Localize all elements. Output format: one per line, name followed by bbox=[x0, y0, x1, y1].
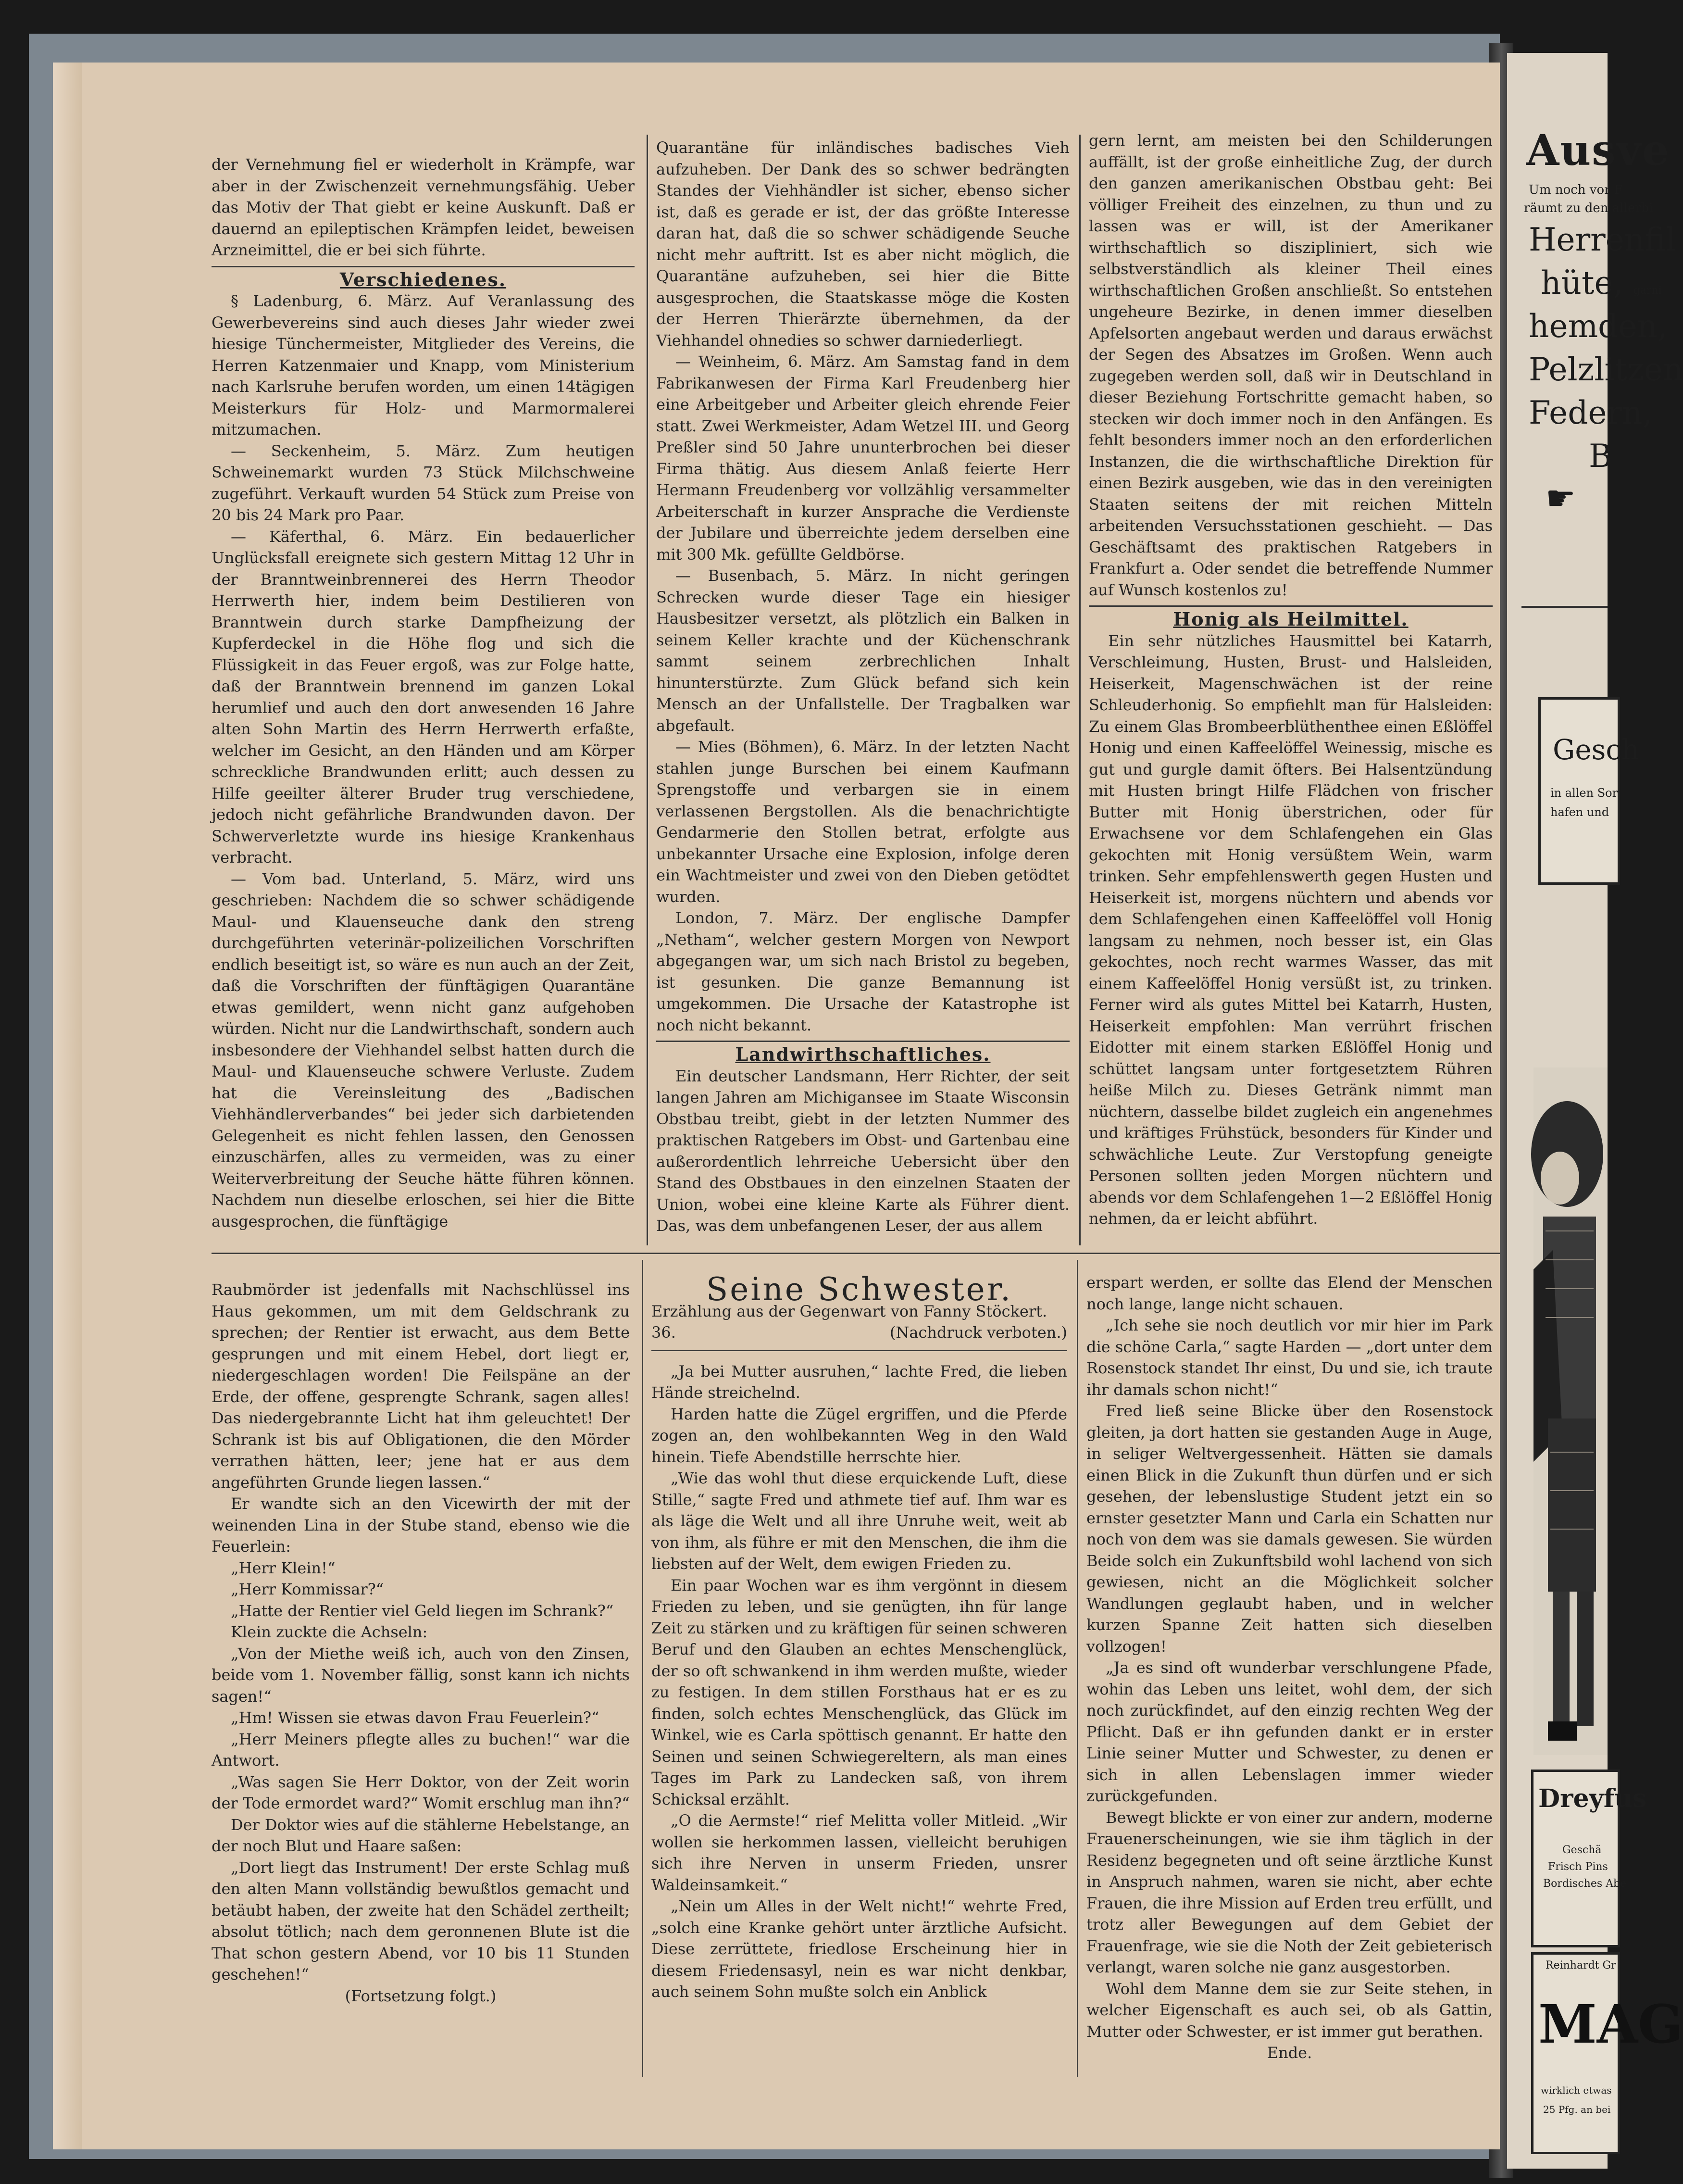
heading-rule bbox=[656, 1041, 1070, 1042]
ad-box-line: Reinhardt Gr bbox=[1546, 1959, 1616, 1971]
section-heading-landwirthschaftliches: Landwirthschaftliches. bbox=[735, 1043, 991, 1065]
news-item: — Weinheim, 6. März. Am Samstag fand in dem Fabrikanwesen der Firma Karl Freudenberg hier eine Arbeitgeber und Arbeiter gleich ehrende Feier statt. Zwei Werkmeister, Adam Wetzel III. und Georg Preßler sind 50 Jahre ununterbrochen bei dieser Firma thätig. Aus diesem Anlaß feierte Herr Hermann Freudenberg vor vollzählig versammelter Arbeiterschaft in kurzer Ansprache die Verdienste der Jubilare und überreichte jedem derselben eine mit 300 Mk. gefüllte Geldbörse. bbox=[656, 352, 1070, 564]
ad-box-dreyfus bbox=[1531, 1770, 1647, 1947]
story-paragraph: Wohl dem Manne dem sie zur Seite stehen, in welcher Eigenschaft es auch sei, ob als Gattin, Mutter oder Schwester, er ist immer gut berathen. bbox=[1086, 1979, 1493, 2041]
ad-item: Pelzlitzen bbox=[1529, 351, 1683, 388]
story-paragraph: „Ja es sind oft wunderbar verschlungene Pfade, wohin das Leben uns leitet, wohl dem, der sich noch zurückfindet, auf den einzig rechten Weg der Pflicht. Daß er ihn gefunden dankt er in erster Linie seiner Mutter und Schwester, zu denen er sich in allen Lebenslagen immer wieder zurückgefunden. bbox=[1086, 1658, 1493, 1805]
news-item: § Ladenburg, 6. März. Auf Veranlassung des Gewerbevereins sind auch dieses Jahr wieder zwei hiesige Tünchermeister, Mitglieder des Vereins, die Herren Katzenmaier und Knapp, vom Ministerium nach Karlsruhe berufen worden, um einen 14tägigen Meisterkurs für Holz- und Marmormalerei mitzumachen. bbox=[212, 292, 635, 439]
story-paragraph: erspart werden, er sollte das Elend der Menschen noch lange, lange nicht schauen. bbox=[1086, 1273, 1493, 1313]
story-paragraph: „Herr Kommissar?“ bbox=[231, 1580, 384, 1598]
section-heading-honig: Honig als Heilmittel. bbox=[1173, 608, 1409, 630]
story-paragraph: Er wandte sich an den Vicewirth der mit der weinenden Lina in der Stube stand, ebenso wie die Feuerlein: bbox=[212, 1494, 630, 1556]
ad-item bbox=[1541, 264, 1661, 301]
article-column-3 bbox=[1089, 130, 1493, 1230]
ad-line: Um noch vor F bbox=[1529, 183, 1623, 197]
ad-box-line: Frisch Pins bbox=[1548, 1861, 1608, 1873]
news-item: Ein deutscher Landsmann, Herr Richter, der seit langen Jahren am Michigansee im Staate Wisconsin Obstbau treibt, giebt in der letzten Nummer des praktischen Ratgebers im Obst- und Gartenbau eine außerordentlich lehrreiche Uebersicht über den Stand des Obstbaues in den einzelnen Staaten der Union, wobei eine kleine Karte als Führer dient. Das, was dem unbefangenen Leser, der aus allem bbox=[656, 1067, 1070, 1235]
ad-item: Herrenfil bbox=[1529, 221, 1676, 258]
ad-box-mag bbox=[1531, 1952, 1683, 2154]
story-paragraph: „O die Aermste!“ rief Melitta voller Mitleid. „Wir wollen sie herkommen lassen, vielleicht beruhigen sich ihre Nerven in unserm Frieden, unsrer Waldeinsamkeit.“ bbox=[651, 1811, 1067, 1894]
news-item: — Seckenheim, 5. März. Zum heutigen Schweinemarkt wurden 73 Stück Milchschweine zugeführt. Verkauft wurden 54 Stück zum Preise von 20 bis 24 Mark pro Paar. bbox=[212, 441, 635, 524]
ad-divider bbox=[1521, 606, 1608, 608]
column-rule bbox=[1079, 135, 1081, 1245]
ad-headline: Ausve bbox=[1526, 125, 1670, 175]
story-paragraph: „Dort liegt das Instrument! Der erste Schlag muß den alten Mann vollständig bewußtlos gemacht und betäubt haben, der zweite hat den Schädel zertheilt; absolut tötlich; nach dem geronnenen Blute ist die That schon gestern Abend, vor 10 bis 11 Stunden geschehen!“ bbox=[212, 1858, 630, 1983]
story-paragraph: Raubmörder ist jedenfalls mit Nachschlüssel ins Haus gekommen, um mit dem Geldschrank zu sprechen; der Rentier ist erwacht, aus dem Bette gesprungen und mit einem Hebel, dort liegt er, niedergeschlagen worden! Die Feilspäne an der Erde, der offene, gesprengte Schrank, sagen alles! Das niedergebrannte Licht hat ihm geleuchtet! Der Schrank ist bis auf Obligationen, die den Mörder verrathen hätten, leer; jene hat er aus dem angeführten Grunde liegen lassen.“ bbox=[212, 1280, 630, 1492]
column-rule bbox=[642, 1260, 643, 2077]
article-column-2 bbox=[656, 137, 1070, 1237]
section-rule bbox=[212, 1253, 1500, 1254]
heading-rule bbox=[1089, 605, 1493, 607]
news-item: — Vom bad. Unterland, 5. März, wird uns geschrieben: Nachdem die so schwer schädigende Maul- und Klauenseuche dank den streng durchgeführten veterinär-polizeilichen Vorschriften endlich beseitigt ist, so wäre es nun auch an der Zeit, daß die Vorschriften der fünftägigen Quarantäne etwas gemildert, wenn nicht ganz aufgehoben würden. Nicht nur die Landwirthschaft, sondern auch insbesondere der Viehhandel selbst hatten durch die Maul- und Klauenseuche schwere Verluste. Zudem hat die Vereinsleitung des „Badischen Viehhändlerverbandes“ bei jeder sich darbietenden Gelegenheit es nicht fehlen lassen, den Genossen einzuschärfen, alles zu vermeiden, was zu einer Weiterverbreitung der Seuche hätte führen können. Nachdem nun dieselbe erloschen, sei hier die Bitte ausgesprochen, die fünftägige bbox=[212, 869, 635, 1230]
ad-box-title: Dreyfus bbox=[1538, 1784, 1647, 1813]
story-rule bbox=[651, 1350, 1067, 1351]
article-paragraph: Quarantäne für inländisches badisches Vieh aufzuheben. Der Dank des so schwer bedrängten Standes der Viehhändler ist sicher, ebenso sicher ist, daß es gerade er ist, der das größte Interesse daran hat, daß die so schwer schädigende Seuche nicht mehr auftritt. Ist es aber nicht möglich, die Quarantäne aufzuheben, sei hier die Bitte ausgesprochen, die Staatskasse möge die Kosten der Herren Thierärzte übernehmen, da der Viehhandel ohnedies so schwer darniederliegt. bbox=[656, 138, 1070, 350]
story-paragraph: Ein paar Wochen war es ihm vergönnt in diesem Frieden zu leben, und sie genügten, ihn für lange Zeit zu stärken und zu kräftigen für seinen schweren Beruf und den Glauben an echtes Menschenglück, der so oft schwankend in ihm werden mußte, wieder zu festigen. In dem stillen Forsthaus hat er es zu finden, solch echtes Menschenglück, das Glück im Winkel, wie es Carla spöttisch genannt. Er hatte den Seinen und seinen Schwiegereltern, als man eines Tages im Park zu Landecken saß, von ihrem Schicksal erzählt. bbox=[651, 1576, 1067, 1808]
story-paragraph: Klein zuckte die Achseln: bbox=[231, 1623, 428, 1641]
ad-box-line: 25 Pfg. an bei bbox=[1543, 2104, 1611, 2115]
news-item: — Busenbach, 5. März. In nicht geringen Schrecken wurde dieser Tage ein hiesiger Hausbesitzer versetzt, als plötzlich ein Balken in seinem Keller krachte und der Küchenschrank sammt seinem zerbrechlichen Inhalt hinunterstürzte. Zum Glück befand sich kein Mensch an der Unfallstelle. Der Tragbalken war abgefault. bbox=[656, 566, 1070, 735]
article-column-1 bbox=[212, 154, 635, 1232]
story-paragraph: Harden hatte die Zügel ergriffen, und die Pferde zogen an, den wohlbekannten Weg in den Wald hinein. Tiefe Abendstille herrschte hier. bbox=[651, 1405, 1067, 1466]
story-paragraph: „Herr Meiners pflegte alles zu buchen!“ war die Antwort. bbox=[212, 1730, 630, 1770]
story-paragraph: „Hatte der Rentier viel Geld liegen im Schrank?“ bbox=[231, 1601, 614, 1620]
ad-item-word: hüte, bbox=[1541, 264, 1623, 301]
heading-rule bbox=[212, 266, 635, 267]
reprint-notice: (Nachdruck verboten.) bbox=[889, 1323, 1067, 1342]
story-paragraph: „Nein um Alles in der Welt nicht!“ wehrte Fred, „solch eine Kranke gehört unter ärztliche Aufsicht. Diese zerrüttete, friedlose Erscheinung hier in diesem Friedensasyl, nein es war nicht denkbar, auch seinem Sohn mußte solch ein Anblick bbox=[651, 1897, 1067, 2001]
story-paragraph: „Herr Klein!“ bbox=[231, 1558, 336, 1577]
ad-item: hemden, bbox=[1529, 308, 1668, 345]
pointing-hand-icon: ☛ bbox=[1546, 478, 1576, 518]
story-paragraph: „Ja bei Mutter ausruhen,“ lachte Fred, die lieben Hände streichelnd. bbox=[651, 1362, 1067, 1402]
ad-box-line: hafen und bbox=[1550, 805, 1609, 819]
story-paragraph: „Von der Miethe weiß ich, auch von den Zinsen, beide vom 1. November fällig, sonst kann ich nichts sagen!“ bbox=[212, 1644, 630, 1706]
ad-box-line: in allen Sor bbox=[1550, 786, 1618, 800]
story-column-2 bbox=[651, 1271, 1067, 2003]
story-subtitle: Erzählung aus der Gegenwart von Fanny Stöckert. bbox=[651, 1302, 1047, 1320]
story-meta bbox=[651, 1322, 1067, 1343]
page-edge bbox=[53, 63, 82, 2149]
ad-item-small: garni bbox=[1633, 285, 1662, 297]
story-paragraph: Fred ließ seine Blicke über den Rosenstock gleiten, ja dort hatten sie gestanden Auge in Auge, in seliger Weltvergessenheit. Hätten sie damals einen Blick in die Zukunft thun dürfen und er sich gesehen, der lebenslustige Student jetzt ein so ernster gesetzter Mann und Carla ein Schatten nur noch von dem was sie damals gewesen. Sie würden Beide solch ein Zukunftsbild wohl lachend von sich gewiesen, nicht an die Möglichkeit solcher Wandlungen geglaubt haben, und in welcher kurzen Spanne Zeit hatten sich dieselben vollzogen! bbox=[1086, 1402, 1493, 1656]
news-item: — Käferthal, 6. März. Ein bedauerlicher Unglücksfall ereignete sich gestern Mittag 12 Uhr in der Branntweinbrennerei des Herrn Theodor Herrwerth hier, indem beim Destilieren von Branntwein durch starke Dampfheizung der Kupferdeckel in die Höhe flog und sich die Flüssigkeit in das Feuer ergoß, was zur Folge hatte, daß der Branntwein brennend im ganzen Lokal herumlief und auch den dort anwesenden 16 Jahre alten Sohn Martin des Herrn Herrwerth erfaßte, welcher im Gesicht, an den Händen und am Körper schreckliche Brandwunden erlitt; auch dessen zu Hilfe geeilter älterer Bruder trug verschiedene, jedoch nicht gefährliche Brandwunden davon. Der Schwerverletzte wurde ins hiesige Krankenhaus verbracht. bbox=[212, 527, 635, 866]
installment-number: 36. bbox=[651, 1323, 676, 1342]
article-paragraph: der Vernehmung fiel er wiederholt in Krämpfe, war aber in der Zwischenzeit vernehmungsfähig. Ueber das Motiv der That giebt er keine Auskunft. Daß er dauernd an epileptischen Krämpfen leidet, beweisen Arzneimittel, die er bei sich führte. bbox=[212, 155, 635, 259]
ad-box-line: wirklich etwas bbox=[1541, 2084, 1612, 2096]
continuation-note: (Fortsetzung folgt.) bbox=[345, 1986, 497, 2005]
story-title: Seine Schwester. bbox=[706, 1271, 1012, 1308]
engraved-figure-illustration bbox=[1533, 1067, 1608, 1755]
news-item: London, 7. März. Der englische Dampfer „Netham“, welcher gestern Morgen von Newport abgegangen war, um sich nach Bristol zu begeben, ist gesunken. Die ganze Bemannung ist umgekommen. Die Ursache der Katastrophe ist noch nicht bekannt. bbox=[656, 909, 1070, 1034]
story-paragraph: „Hm! Wissen sie etwas davon Frau Feuerlein?“ bbox=[231, 1708, 599, 1727]
column-rule bbox=[1077, 1260, 1078, 2077]
ad-line: räumt zu den allerbi bbox=[1524, 201, 1653, 215]
section-heading-verschiedenes: Verschiedenes. bbox=[339, 268, 507, 290]
article-paragraph: gern lernt, am meisten bei den Schilderungen auffällt, ist der große einheitliche Zug, der durch den ganzen amerikanischen Obstbau geht: Bei völliger Freiheit des einzelnen, zu thun und zu lassen was er will, ist der Amerikaner wirthschaftlich so diszipliniert, sich wie selbstverständlich als kleiner Theil eines wirthschaftlichen Großen anschließt. So entstehen ungeheure Bezirke, in denen immer dieselben Apfelsorten angebaut werden und daraus erwächst der Segen des Absatzes im Großen. Wenn auch zugegeben werden soll, daß wir in Deutschland in dieser Beziehung Fortschritte gemacht haben, so stecken wir doch immer noch in den Anfängen. Es fehlt besonders immer noch an den erforderlichen Instanzen, die die wirthschaftliche Direktion für einen Bezirk ausgeben, wie das in den vereinigten Staaten seitens der mit reichen Mitteln arbeitenden Versuchsstationen geschieht. — Das Geschäftsamt des praktischen Ratgebers in Frankfurt a. Oder sendet die betreffende Nummer auf Wunsch kostenlos zu! bbox=[1089, 131, 1493, 599]
story-paragraph: „Wie das wohl thut diese erquickende Luft, diese Stille,“ sagte Fred und athmete tief auf. Ihm war es als läge die Welt und all ihre Unruhe weit, weit ab von ihm, als führe er mit den Menschen, die ihm die liebsten auf der Welt, dem ewigen Frieden zu. bbox=[651, 1469, 1067, 1573]
story-end-mark: Ende. bbox=[1267, 2044, 1312, 2062]
news-item: Ein sehr nützliches Hausmittel bei Katarrh, Verschleimung, Husten, Brust- und Halsleiden, Heiserkeit, Magenschwächen ist der reine Schleuderhonig. So empfiehlt man für Halsleiden: Zu einem Glas Brombeerblüthenthee einen Eßlöffel Honig und einen Kaffeelöffel Weinessig, mische es gut und gurgle damit öfters. Bei Halsentzündung mit Husten bringt Hilfe Flädchen von frischer Butter mit Honig überstrichen, oder für Erwachsene vor dem Schlafengehen ein Glas gekochten mit Honig versüßtem Wein, warm trinken. Sehr empfehlenswerth gegen Husten und Heiserkeit ist, morgens nüchtern und abends vor dem Schlafengehen einen Kaffeelöffel voll Honig langsam zu nehmen, noch besser ist, ein Glas gekochtes, noch recht warmes Wasser, das mit einem Kaffeelöffel Honig versüßt ist, zu trinken. Ferner wird als gutes Mittel bei Katarrh, Husten, Heiserkeit empfohlen: Man verrührt frischen Eidotter mit einem starken Eßlöffel Honig und schüttet langsam unter fortgesetztem Rühren heiße Milch zu. Dieses Getränk nimmt man nüchtern, dasselbe bildet zugleich ein angenehmes und kräftiges Frühstück, besonders für Kinder und schwächliche Leute. Zur Verstopfung geneigte Personen sollten jeden Morgen nüchtern und abends vor dem Schlafengehen 1—2 Eßlöffel Honig nehmen, da er leicht abführt. bbox=[1089, 631, 1493, 1228]
story-paragraph: „Was sagen Sie Herr Doktor, von der Zeit worin der Tode ermordet ward?“ Womit erschlug man ihn?“ bbox=[212, 1772, 630, 1812]
ad-item: B bbox=[1589, 438, 1612, 475]
story-paragraph: Der Doktor wies auf die stählerne Hebelstange, an der noch Blut und Haare saßen: bbox=[212, 1815, 630, 1855]
ad-box-line: Bordisches Abe bbox=[1543, 1878, 1627, 1890]
column-rule bbox=[647, 135, 648, 1245]
ad-box-line: Geschä bbox=[1562, 1844, 1602, 1856]
news-item: — Mies (Böhmen), 6. März. In der letzten Nacht stahlen junge Burschen bei einem Kaufmann Sprengstoffe und verbargen sie in einem verlassenen Bergstollen. Als die benachrichtigte Gendarmerie den Stollen betrat, erfolgte aus unbekannter Ursache eine Explosion, infolge deren ein Wachtmeister und zwei von den Dieben getödtet wurden. bbox=[656, 738, 1070, 906]
story-column-3 bbox=[1086, 1272, 1493, 2064]
ad-big-lettering: MAG bbox=[1538, 1993, 1683, 2055]
story-column-1 bbox=[212, 1279, 630, 2007]
ad-box-geschaeft bbox=[1538, 697, 1640, 885]
ad-item: Federn, bbox=[1529, 394, 1653, 431]
story-paragraph: Bewegt blickte er von einer zur andern, moderne Frauenerscheinungen, wie sie ihm täglich in der Residenz begegneten und oft seine ärztliche Kunst in Anspruch nahmen, waren sie nicht, aber echte Frauen, die ihre Mission auf Erden treu erfüllt, und trotz aller Bewegungen auf dem Gebiet der Frauenfrage, wie sie die Noth der Zeit gebieterisch verlangt, waren solche nie ganz ausgestorben. bbox=[1086, 1808, 1493, 1976]
story-paragraph: „Ich sehe sie noch deutlich vor mir hier im Park die schöne Carla,“ sagte Harden — „dort unter dem Rosenstock standet Ihr einst, Du und sie, ich traute ihr damals schon nicht!“ bbox=[1086, 1316, 1493, 1399]
ad-box-title: Gesch bbox=[1553, 733, 1640, 766]
